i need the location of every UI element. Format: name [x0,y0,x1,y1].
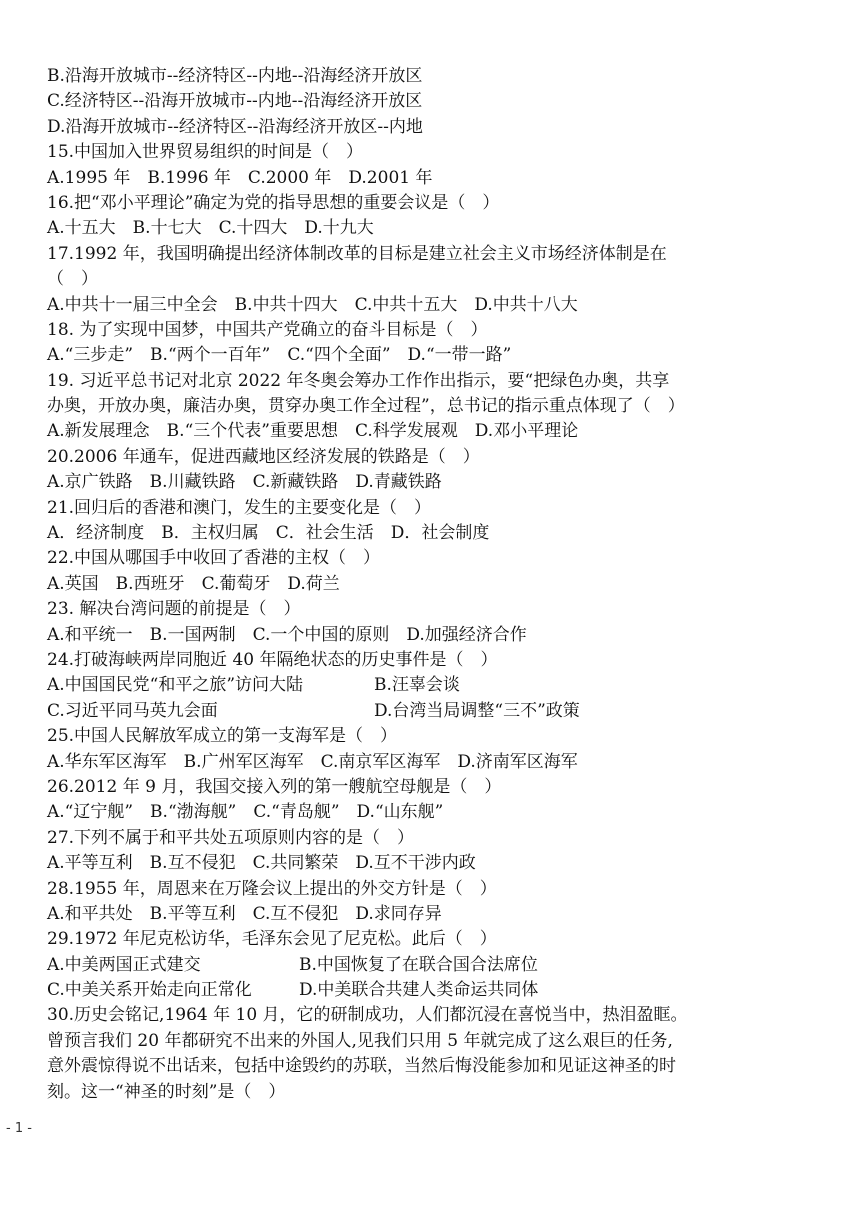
question-16: 16.把“邓小平理论”确定为党的指导思想的重要会议是（ ） [47,192,500,213]
question-15-options: A.1995 年 B.1996 年 C.2000 年 D.2001 年 [47,167,433,188]
option-b: B.汪辜会谈 [374,675,460,696]
text-line: B.沿海开放城市--经济特区--内地--沿海经济开放区 [47,66,423,86]
question-30-cont: 刻。这一“神圣的时刻”是（ ） [47,1081,286,1102]
question-21-options: A．经济制度 B．主权归属 C．社会生活 D．社会制度 [47,523,490,544]
question-26-options: A.“辽宁舰” B.“渤海舰” C.“青岛舰” D.“山东舰” [47,802,444,823]
option-a: A.中美两国正式建交 [47,954,201,975]
question-28: 28.1955 年，周恩来在万隆会议上提出的外交方针是（ ） [47,878,497,899]
question-23-options: A.和平统一 B.一国两制 C.一个中国的原则 D.加强经济合作 [47,624,527,645]
option-d: D.中美联合共建人类命运共同体 [299,980,539,1001]
question-22-options: A.英国 B.西班牙 C.葡萄牙 D.荷兰 [47,573,340,594]
question-29-options-row1 [47,953,837,978]
question-19-options: A.新发展理念 B.“三个代表”重要思想 C.科学发展观 D.邓小平理论 [47,421,579,442]
question-21: 21.回归后的香港和澳门，发生的主要变化是（ ） [47,497,432,518]
document-page [47,64,837,1105]
option-c: C.中美关系开始走向正常化 [47,980,252,1001]
question-29: 29.1972 年尼克松访华，毛泽东会见了尼克松。此后（ ） [47,929,497,950]
option-a: A.中国国民党“和平之旅”访问大陆 [47,675,304,696]
question-30: 30.历史会铭记,1964 年 10 月，它的研制成功，人们都沉浸在喜悦当中，热泪盈眶。 [47,1005,688,1026]
question-24: 24.打破海峡两岸同胞近 40 年隔绝状态的历史事件是（ ） [47,649,498,670]
question-30-cont: 意外震惊得说不出话来，包括中途毁约的苏联，当然后悔没能参加和见证这神圣的时 [47,1056,676,1077]
question-17-cont: （ ） [47,269,98,290]
question-19: 19. 习近平总书记对北京 2022 年冬奥会筹办工作作出指示，要“把绿色办奥，共享 [47,370,670,391]
question-18-options: A.“三步走” B.“两个一百年” C.“四个全面” D.“一带一路” [47,345,512,366]
question-17-options: A.中共十一届三中全会 B.中共十四大 C.中共十五大 D.中共十八大 [47,294,578,315]
question-25: 25.中国人民解放军成立的第一支海军是（ ） [47,726,398,747]
question-29-options-row2 [47,978,837,1003]
question-27-options: A.平等互利 B.互不侵犯 C.共同繁荣 D.互不干涉内政 [47,853,476,874]
question-22: 22.中国从哪国手中收回了香港的主权（ ） [47,548,381,569]
option-d: D.台湾当局调整“三不”政策 [374,700,580,721]
question-25-options: A.华东军区海军 B.广州军区海军 C.南京军区海军 D.济南军区海军 [47,751,578,772]
option-b: B.中国恢复了在联合国合法席位 [299,954,538,975]
question-27: 27.下列不属于和平共处五项原则内容的是（ ） [47,827,415,848]
question-18: 18. 为了实现中国梦，中国共产党确立的奋斗目标是（ ） [47,319,488,340]
question-30-cont: 曾预言我们 20 年都研究不出来的外国人,见我们只用 5 年就完成了这么艰巨的任务, [47,1030,673,1051]
question-20: 20.2006 年通车，促进西藏地区经济发展的铁路是（ ） [47,446,480,467]
question-20-options: A.京广铁路 B.川藏铁路 C.新藏铁路 D.青藏铁路 [47,472,442,493]
question-28-options: A.和平共处 B.平等互利 C.互不侵犯 D.求同存异 [47,903,442,924]
text-line: D.沿海开放城市--经济特区--沿海经济开放区--内地 [47,116,423,137]
text-line: C.经济特区--沿海开放城市--内地--沿海经济开放区 [47,91,423,112]
question-24-options-row1 [47,673,837,698]
option-c: C.习近平同马英九会面 [47,700,218,721]
question-17: 17.1992 年，我国明确提出经济体制改革的目标是建立社会主义市场经济体制是在 [47,243,667,264]
page-number: - 1 - [6,1121,32,1136]
question-19-cont: 办奥，开放办奥，廉洁办奥，贯穿办奥工作全过程”，总书记的指示重点体现了（ ） [47,396,685,417]
question-24-options-row2 [47,699,837,724]
question-23: 23. 解决台湾问题的前提是（ ） [47,599,301,620]
question-16-options: A.十五大 B.十七大 C.十四大 D.十九大 [47,218,374,239]
question-26: 26.2012 年 9 月，我国交接入列的第一艘航空母舰是（ ） [47,776,502,797]
question-15: 15.中国加入世界贸易组织的时间是（ ） [47,142,364,163]
